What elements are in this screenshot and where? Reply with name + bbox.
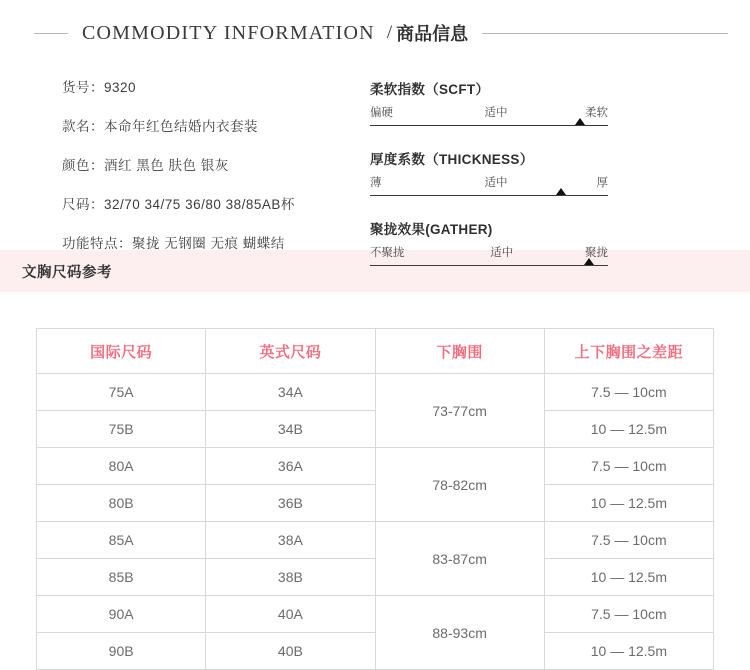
size-table: [36, 328, 714, 670]
cell-diff: 7.5 — 10cm: [544, 374, 713, 411]
cell-diff: 10 — 12.5m: [544, 485, 713, 522]
cell-diff: 10 — 12.5m: [544, 559, 713, 596]
cell-diff: 7.5 — 10cm: [544, 448, 713, 485]
meter-marker-icon: [575, 118, 585, 125]
info-value: 本命年红色结婚内衣套装: [104, 119, 258, 134]
cell-uk: 34B: [206, 411, 375, 448]
cell-intl: 75A: [37, 374, 206, 411]
cell-intl: 80A: [37, 448, 206, 485]
meter-line: [370, 265, 608, 266]
meter-title: 聚拢效果(GATHER): [370, 222, 493, 237]
meter-title: 柔软指数（SCFT）: [370, 82, 490, 97]
meter-labels: [370, 174, 608, 190]
table-header-bust: 下胸围: [375, 329, 544, 374]
header-rule-right: [482, 33, 728, 34]
table-row: [37, 374, 714, 411]
page-header: [0, 0, 750, 62]
cell-uk: 38B: [206, 559, 375, 596]
meter-label-left: 偏硬: [370, 107, 393, 119]
info-label: 颜色：: [62, 158, 104, 173]
cell-uk: 38A: [206, 522, 375, 559]
header-slash: /: [386, 22, 393, 43]
meter-label-mid: 适中: [484, 107, 508, 119]
meter-label-right: 柔软: [585, 107, 608, 119]
meter-label-mid: 适中: [484, 177, 508, 189]
cell-uk: 36B: [206, 485, 375, 522]
meter-marker-icon: [584, 258, 594, 265]
size-table-wrapper: [0, 292, 750, 670]
cell-uk: 34A: [206, 374, 375, 411]
cell-bust: 88-93cm: [375, 596, 544, 670]
info-list: [0, 76, 370, 251]
cell-diff: 10 — 12.5m: [544, 411, 713, 448]
table-head: [37, 329, 714, 374]
cell-bust: 83-87cm: [375, 522, 544, 596]
meter-gather: [370, 218, 670, 274]
meter-softness: [370, 78, 670, 134]
meters-panel: [370, 76, 670, 259]
meter-labels: [370, 244, 608, 260]
meter-label-left: 薄: [370, 177, 382, 189]
meter-scale: [370, 244, 608, 274]
cell-diff: 7.5 — 10cm: [544, 522, 713, 559]
info-row: [62, 232, 370, 252]
table-header-diff: 上下胸围之差距: [544, 329, 713, 374]
cell-uk: 40A: [206, 596, 375, 633]
meter-label-right: 聚拢: [585, 247, 608, 259]
table-body: [37, 374, 714, 670]
cell-bust: 73-77cm: [375, 374, 544, 448]
info-row: [62, 76, 370, 96]
table-header-uk: 英式尺码: [206, 329, 375, 374]
table-row: [37, 522, 714, 559]
info-value: 聚拢 无钢圈 无痕 蝴蝶结: [132, 236, 285, 251]
info-value: 32/70 34/75 36/80 38/85AB杯: [104, 197, 295, 212]
cell-intl: 85A: [37, 522, 206, 559]
info-label: 功能特点：: [62, 236, 132, 251]
table-row: [37, 596, 714, 633]
info-value: 酒红 黑色 肤色 银灰: [104, 158, 229, 173]
cell-diff: 7.5 — 10cm: [544, 596, 713, 633]
page-title-cn: 商品信息: [396, 24, 469, 44]
cell-intl: 90B: [37, 633, 206, 670]
cell-intl: 75B: [37, 411, 206, 448]
meter-title: 厚度系数（THICKNESS）: [370, 152, 534, 167]
meter-label-right: 厚: [596, 177, 608, 189]
meter-label-mid: 适中: [490, 247, 514, 259]
meter-scale: [370, 104, 608, 134]
header-rule-left: [34, 33, 68, 34]
section-title: 文胸尺码参考: [22, 264, 112, 281]
cell-bust: 78-82cm: [375, 448, 544, 522]
meter-line: [370, 195, 608, 196]
header-inner: [0, 0, 750, 46]
info-label: 款名：: [62, 119, 104, 134]
meter-line: [370, 125, 608, 126]
meter-label-left: 不聚拢: [370, 247, 405, 259]
meter-labels: [370, 104, 608, 120]
meter-scale: [370, 174, 608, 204]
cell-uk: 40B: [206, 633, 375, 670]
meter-marker-icon: [556, 188, 566, 195]
table-row: [37, 448, 714, 485]
info-label: 尺码：: [62, 197, 104, 212]
cell-intl: 90A: [37, 596, 206, 633]
table-header-intl: 国际尺码: [37, 329, 206, 374]
meter-thickness: [370, 148, 670, 204]
table-header-row: [37, 329, 714, 374]
info-label: 货号：: [62, 80, 104, 95]
info-row: [62, 193, 370, 213]
cell-intl: 85B: [37, 559, 206, 596]
info-row: [62, 115, 370, 135]
commodity-info-section: [0, 62, 750, 259]
cell-uk: 36A: [206, 448, 375, 485]
cell-intl: 80B: [37, 485, 206, 522]
cell-diff: 10 — 12.5m: [544, 633, 713, 670]
page-title-en: COMMODITY INFORMATION: [82, 21, 375, 44]
info-value: 9320: [104, 80, 137, 95]
info-row: [62, 154, 370, 174]
